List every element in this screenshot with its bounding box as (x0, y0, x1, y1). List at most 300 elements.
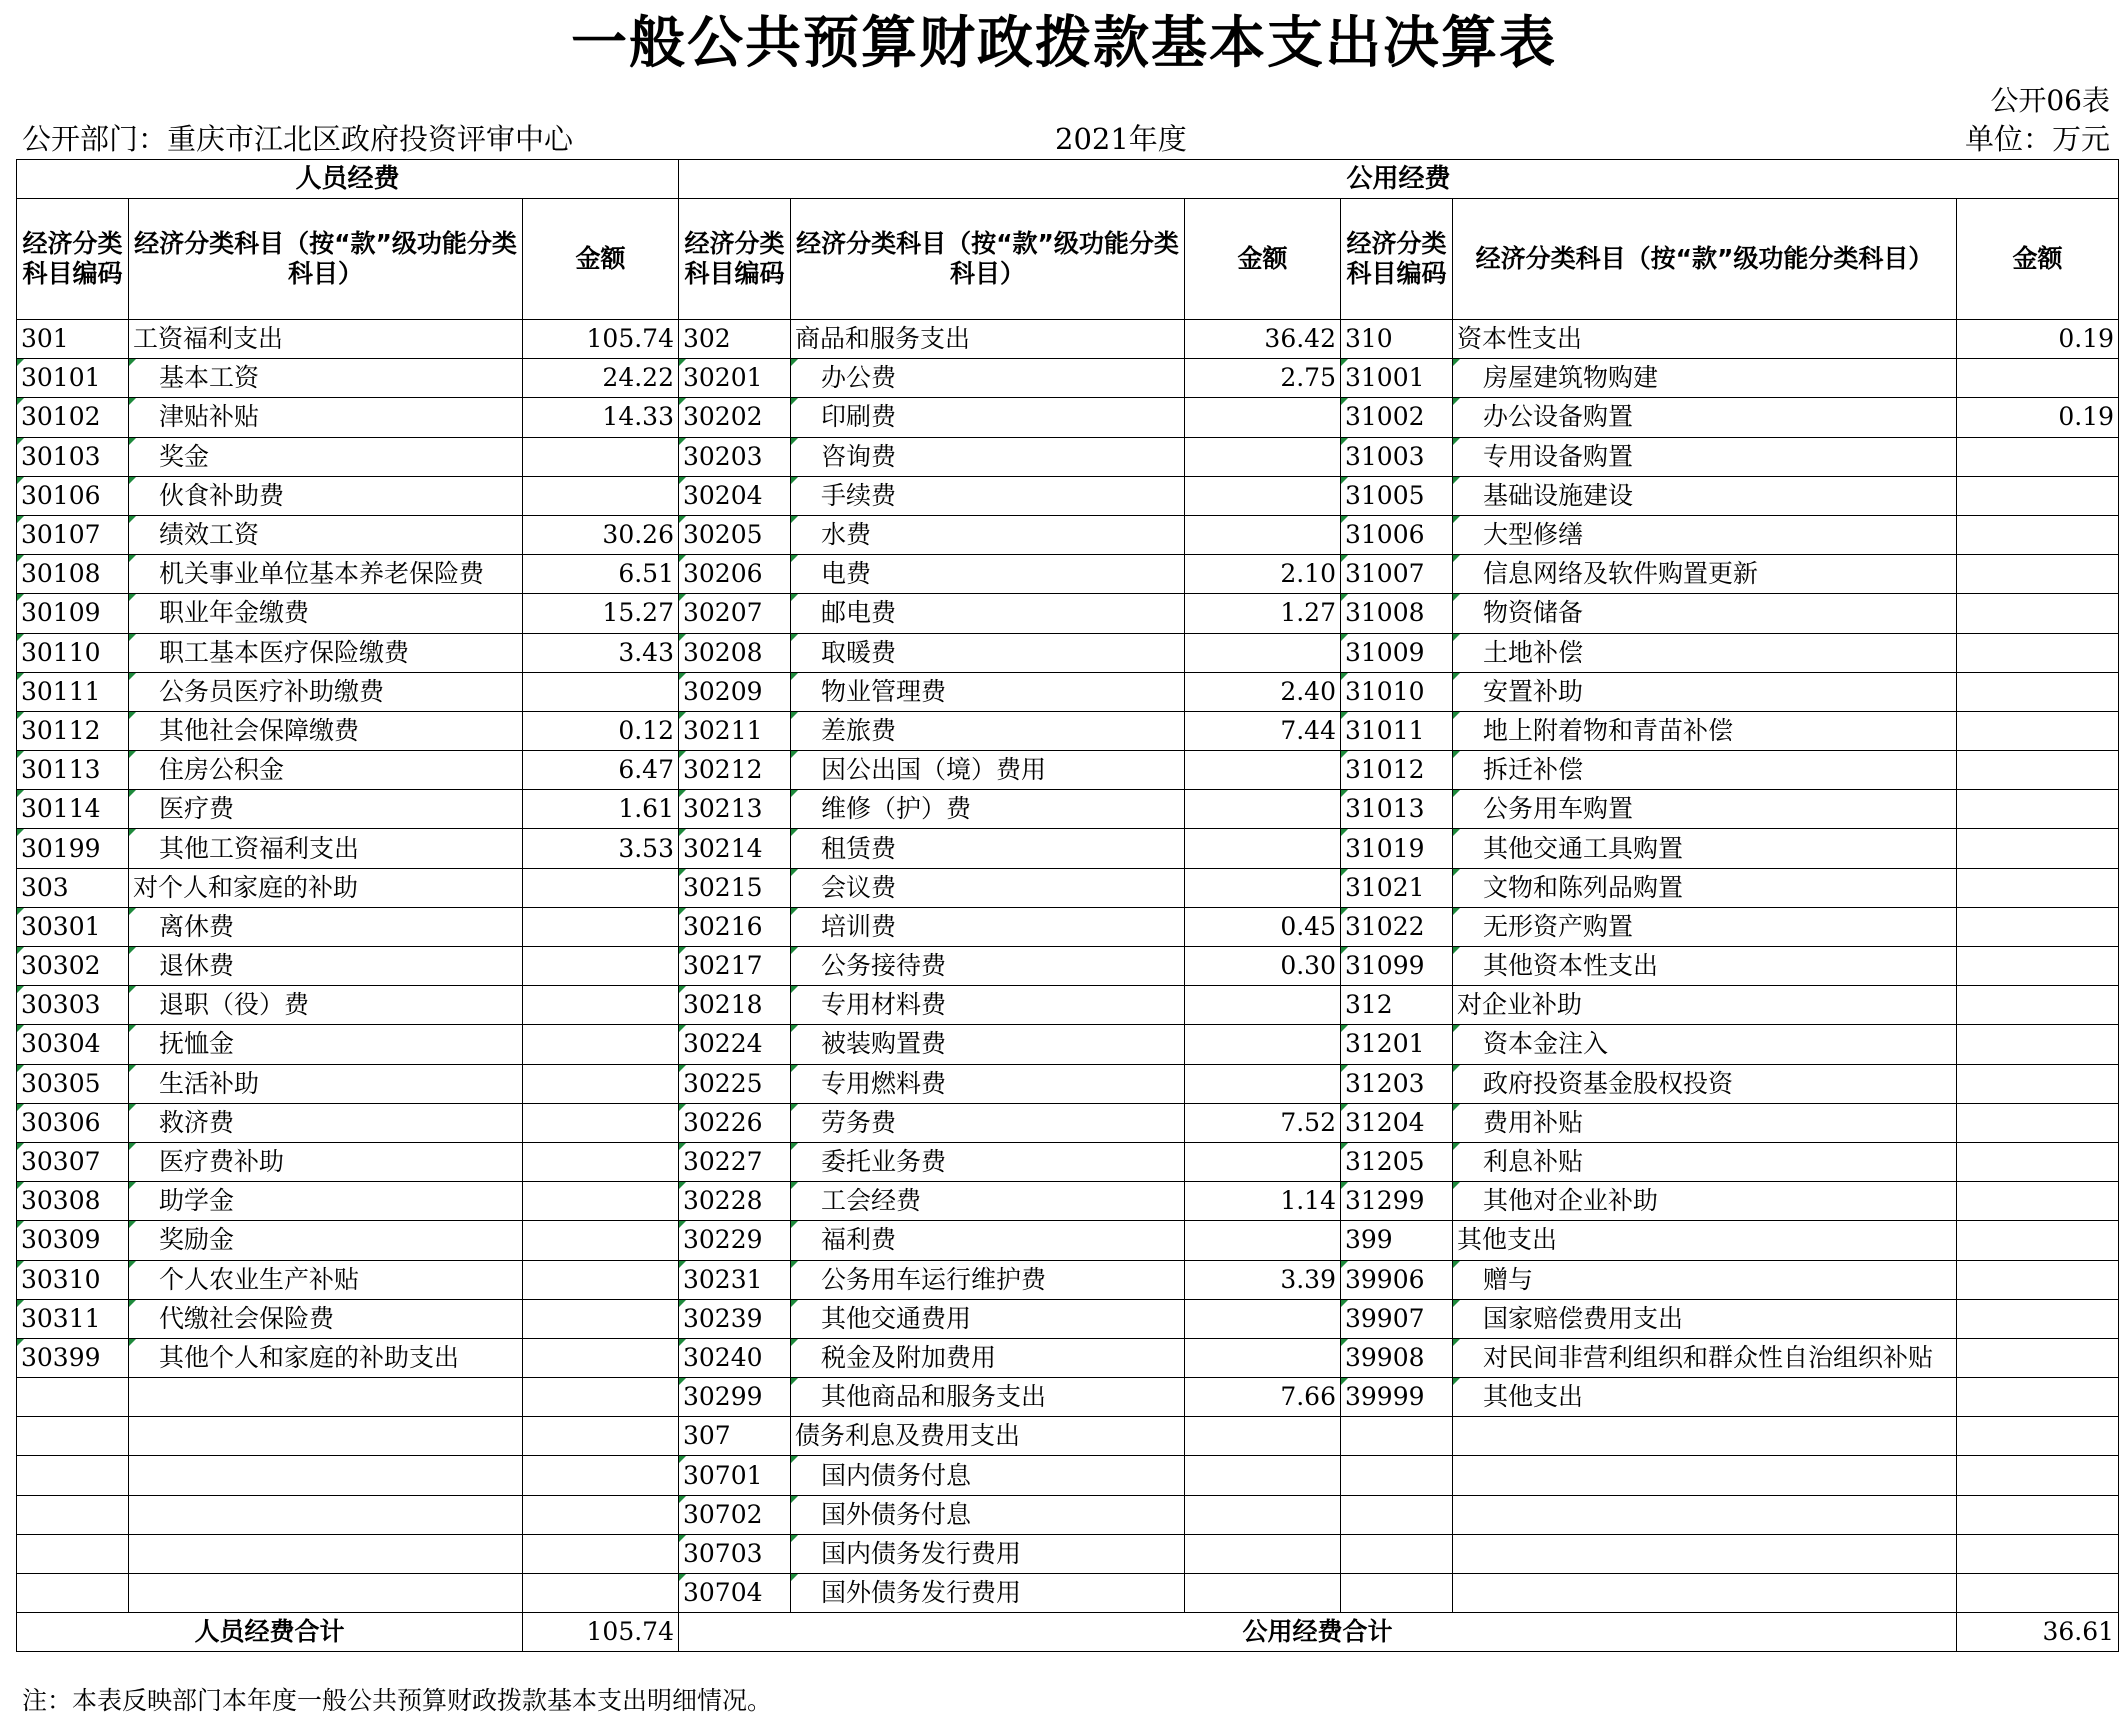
goods-code-cell: 30214 (679, 829, 791, 868)
personnel-code-cell: 30311 (17, 1299, 129, 1338)
goods-code-cell: 30201 (679, 359, 791, 398)
unit-label: 单位：万元 (1964, 122, 2110, 156)
capital-amount-cell (1957, 359, 2119, 398)
personnel-name-cell: 退休费 (129, 947, 523, 986)
goods-amount-cell (1185, 1417, 1341, 1456)
goods-amount-cell (1185, 986, 1341, 1025)
personnel-name-cell: 代缴社会保险费 (129, 1299, 523, 1338)
table-row (17, 829, 2119, 868)
personnel-code-cell: 30114 (17, 790, 129, 829)
capital-code-cell: 31099 (1341, 947, 1453, 986)
public-total-value: 36.61 (1957, 1613, 2119, 1652)
goods-code-cell: 30211 (679, 711, 791, 750)
personnel-name-cell: 其他工资福利支出 (129, 829, 523, 868)
capital-amount-cell (1957, 829, 2119, 868)
capital-amount-cell (1957, 515, 2119, 554)
personnel-name-cell: 机关事业单位基本养老保险费 (129, 555, 523, 594)
goods-code-cell: 30224 (679, 1025, 791, 1064)
capital-amount-cell (1957, 437, 2119, 476)
capital-name-cell (1453, 1456, 1957, 1495)
personnel-code-cell: 30112 (17, 711, 129, 750)
amount-column-header: 金额 (523, 199, 679, 320)
personnel-amount-cell (523, 672, 679, 711)
goods-code-cell: 30213 (679, 790, 791, 829)
goods-code-cell: 30299 (679, 1378, 791, 1417)
personnel-name-cell (129, 1456, 523, 1495)
capital-name-cell: 对企业补助 (1453, 986, 1957, 1025)
capital-amount-cell (1957, 1182, 2119, 1221)
capital-amount-cell (1957, 1574, 2119, 1613)
personnel-name-cell: 公务员医疗补助缴费 (129, 672, 523, 711)
goods-code-cell: 30231 (679, 1260, 791, 1299)
personnel-amount-cell (523, 1378, 679, 1417)
personnel-name-cell: 奖励金 (129, 1221, 523, 1260)
goods-name-cell: 其他交通费用 (791, 1299, 1185, 1338)
personnel-code-cell: 303 (17, 868, 129, 907)
goods-name-cell: 其他商品和服务支出 (791, 1378, 1185, 1417)
capital-amount-cell (1957, 1299, 2119, 1338)
goods-name-cell: 公务接待费 (791, 947, 1185, 986)
personnel-amount-cell (523, 1299, 679, 1338)
capital-amount-cell (1957, 1534, 2119, 1573)
capital-amount-cell (1957, 1064, 2119, 1103)
goods-name-cell: 被装购置费 (791, 1025, 1185, 1064)
table-row (17, 986, 2119, 1025)
goods-amount-cell: 7.44 (1185, 711, 1341, 750)
capital-name-cell: 其他对企业补助 (1453, 1182, 1957, 1221)
goods-name-cell: 维修（护）费 (791, 790, 1185, 829)
personnel-code-cell: 30306 (17, 1103, 129, 1142)
personnel-amount-cell (523, 1064, 679, 1103)
name-column-header: 经济分类科目（按“款”级功能分类科目） (791, 199, 1185, 320)
footnote: 注：本表反映部门本年度一般公共预算财政拨款基本支出明细情况。 (22, 1686, 773, 1715)
table-row (17, 320, 2119, 359)
table-row (17, 555, 2119, 594)
goods-amount-cell (1185, 1456, 1341, 1495)
personnel-code-cell: 30302 (17, 947, 129, 986)
goods-amount-cell (1185, 515, 1341, 554)
goods-code-cell: 30701 (679, 1456, 791, 1495)
public-total-label: 公用经费合计 (679, 1613, 1957, 1652)
goods-name-cell: 福利费 (791, 1221, 1185, 1260)
table-row (17, 947, 2119, 986)
capital-name-cell: 赠与 (1453, 1260, 1957, 1299)
capital-code-cell: 312 (1341, 986, 1453, 1025)
table-row (17, 1417, 2119, 1456)
goods-name-cell: 债务利息及费用支出 (791, 1417, 1185, 1456)
capital-name-cell (1453, 1495, 1957, 1534)
table-body (17, 320, 2119, 1613)
capital-amount-cell (1957, 555, 2119, 594)
personnel-name-cell: 救济费 (129, 1103, 523, 1142)
capital-code-cell: 31201 (1341, 1025, 1453, 1064)
department-label: 公开部门：重庆市江北区政府投资评审中心 (22, 122, 574, 156)
capital-name-cell: 基础设施建设 (1453, 476, 1957, 515)
column-header-row (17, 199, 2119, 320)
personnel-name-cell: 职工基本医疗保险缴费 (129, 633, 523, 672)
goods-name-cell: 委托业务费 (791, 1142, 1185, 1181)
capital-name-cell: 专用设备购置 (1453, 437, 1957, 476)
goods-amount-cell (1185, 1574, 1341, 1613)
table-row (17, 711, 2119, 750)
personnel-code-cell (17, 1574, 129, 1613)
goods-code-cell: 30218 (679, 986, 791, 1025)
capital-name-cell: 其他交通工具购置 (1453, 829, 1957, 868)
expenditure-table (16, 159, 2119, 1652)
goods-code-cell: 30704 (679, 1574, 791, 1613)
personnel-name-cell (129, 1534, 523, 1573)
personnel-code-cell: 30304 (17, 1025, 129, 1064)
goods-name-cell: 专用燃料费 (791, 1064, 1185, 1103)
capital-name-cell: 信息网络及软件购置更新 (1453, 555, 1957, 594)
personnel-code-cell (17, 1534, 129, 1573)
personnel-code-cell: 30108 (17, 555, 129, 594)
capital-code-cell: 31205 (1341, 1142, 1453, 1181)
capital-code-cell (1341, 1495, 1453, 1534)
table-row (17, 751, 2119, 790)
goods-code-cell: 30215 (679, 868, 791, 907)
capital-code-cell: 31006 (1341, 515, 1453, 554)
goods-code-cell: 30208 (679, 633, 791, 672)
capital-amount-cell (1957, 1221, 2119, 1260)
table-row (17, 907, 2119, 946)
capital-name-cell: 其他资本性支出 (1453, 947, 1957, 986)
goods-name-cell: 会议费 (791, 868, 1185, 907)
goods-amount-cell (1185, 1495, 1341, 1534)
amount-column-header: 金额 (1185, 199, 1341, 320)
goods-amount-cell (1185, 751, 1341, 790)
personnel-amount-cell (523, 1260, 679, 1299)
goods-name-cell: 专用材料费 (791, 986, 1185, 1025)
form-number: 公开06表 (1990, 84, 2110, 117)
personnel-amount-cell (523, 437, 679, 476)
table-row (17, 1182, 2119, 1221)
table-row (17, 398, 2119, 437)
goods-code-cell: 30226 (679, 1103, 791, 1142)
personnel-name-cell: 医疗费 (129, 790, 523, 829)
goods-amount-cell: 7.66 (1185, 1378, 1341, 1417)
goods-name-cell: 邮电费 (791, 594, 1185, 633)
capital-code-cell: 31021 (1341, 868, 1453, 907)
capital-amount-cell (1957, 1142, 2119, 1181)
goods-name-cell: 国外债务发行费用 (791, 1574, 1185, 1613)
personnel-name-cell (129, 1495, 523, 1534)
goods-amount-cell: 7.52 (1185, 1103, 1341, 1142)
capital-code-cell: 31299 (1341, 1182, 1453, 1221)
personnel-code-cell: 30113 (17, 751, 129, 790)
code-column-header: 经济分类科目编码 (1341, 199, 1453, 320)
goods-code-cell: 30203 (679, 437, 791, 476)
capital-code-cell: 31008 (1341, 594, 1453, 633)
goods-amount-cell: 1.14 (1185, 1182, 1341, 1221)
capital-code-cell: 31010 (1341, 672, 1453, 711)
capital-amount-cell (1957, 790, 2119, 829)
capital-code-cell: 31007 (1341, 555, 1453, 594)
table-row (17, 437, 2119, 476)
personnel-name-cell: 职业年金缴费 (129, 594, 523, 633)
table-row (17, 476, 2119, 515)
capital-code-cell: 31011 (1341, 711, 1453, 750)
goods-amount-cell (1185, 868, 1341, 907)
capital-amount-cell: 0.19 (1957, 320, 2119, 359)
capital-code-cell: 39906 (1341, 1260, 1453, 1299)
capital-amount-cell (1957, 1025, 2119, 1064)
capital-amount-cell (1957, 594, 2119, 633)
goods-amount-cell: 3.39 (1185, 1260, 1341, 1299)
personnel-amount-cell: 0.12 (523, 711, 679, 750)
goods-code-cell: 30216 (679, 907, 791, 946)
table-row (17, 1260, 2119, 1299)
capital-name-cell (1453, 1534, 1957, 1573)
personnel-code-cell: 30109 (17, 594, 129, 633)
goods-name-cell: 水费 (791, 515, 1185, 554)
goods-code-cell: 30217 (679, 947, 791, 986)
capital-code-cell: 31002 (1341, 398, 1453, 437)
capital-amount-cell (1957, 947, 2119, 986)
personnel-amount-cell (523, 1417, 679, 1456)
capital-name-cell: 拆迁补偿 (1453, 751, 1957, 790)
code-column-header: 经济分类科目编码 (679, 199, 791, 320)
goods-name-cell: 国外债务付息 (791, 1495, 1185, 1534)
goods-code-cell: 30202 (679, 398, 791, 437)
capital-name-cell: 办公设备购置 (1453, 398, 1957, 437)
personnel-code-cell: 30308 (17, 1182, 129, 1221)
personnel-amount-cell (523, 1574, 679, 1613)
capital-code-cell: 31001 (1341, 359, 1453, 398)
goods-name-cell: 手续费 (791, 476, 1185, 515)
personnel-amount-cell (523, 986, 679, 1025)
goods-code-cell: 30209 (679, 672, 791, 711)
table-row (17, 1025, 2119, 1064)
goods-name-cell: 国内债务付息 (791, 1456, 1185, 1495)
goods-code-cell: 30703 (679, 1534, 791, 1573)
section-header-row (17, 160, 2119, 199)
personnel-name-cell: 医疗费补助 (129, 1142, 523, 1181)
capital-code-cell (1341, 1456, 1453, 1495)
capital-amount-cell: 0.19 (1957, 398, 2119, 437)
personnel-section-header: 人员经费 (17, 160, 679, 199)
personnel-name-cell: 退职（役）费 (129, 986, 523, 1025)
capital-name-cell: 其他支出 (1453, 1221, 1957, 1260)
capital-code-cell: 31012 (1341, 751, 1453, 790)
capital-name-cell: 土地补偿 (1453, 633, 1957, 672)
goods-amount-cell (1185, 1064, 1341, 1103)
capital-amount-cell (1957, 986, 2119, 1025)
year-label: 2021年度 (1055, 122, 1187, 156)
personnel-name-cell: 津贴补贴 (129, 398, 523, 437)
table-row (17, 594, 2119, 633)
personnel-amount-cell (523, 1221, 679, 1260)
capital-name-cell: 无形资产购置 (1453, 907, 1957, 946)
capital-name-cell: 费用补贴 (1453, 1103, 1957, 1142)
table-row (17, 1221, 2119, 1260)
capital-code-cell (1341, 1417, 1453, 1456)
capital-name-cell: 利息补贴 (1453, 1142, 1957, 1181)
goods-code-cell: 302 (679, 320, 791, 359)
personnel-code-cell: 30303 (17, 986, 129, 1025)
capital-amount-cell (1957, 868, 2119, 907)
personnel-name-cell: 基本工资 (129, 359, 523, 398)
personnel-name-cell: 抚恤金 (129, 1025, 523, 1064)
totals-row (17, 1613, 2119, 1652)
personnel-name-cell: 助学金 (129, 1182, 523, 1221)
personnel-code-cell (17, 1495, 129, 1534)
table-row (17, 1534, 2119, 1573)
capital-code-cell: 31204 (1341, 1103, 1453, 1142)
capital-code-cell: 31003 (1341, 437, 1453, 476)
capital-amount-cell (1957, 633, 2119, 672)
goods-name-cell: 税金及附加费用 (791, 1338, 1185, 1377)
goods-amount-cell (1185, 1142, 1341, 1181)
goods-code-cell: 30206 (679, 555, 791, 594)
personnel-code-cell: 30310 (17, 1260, 129, 1299)
goods-name-cell: 取暖费 (791, 633, 1185, 672)
personnel-name-cell: 住房公积金 (129, 751, 523, 790)
name-column-header: 经济分类科目（按“款”级功能分类科目） (1453, 199, 1957, 320)
table-row (17, 1378, 2119, 1417)
name-column-header: 经济分类科目（按“款”级功能分类科目） (129, 199, 523, 320)
capital-code-cell: 31005 (1341, 476, 1453, 515)
table-row (17, 1064, 2119, 1103)
personnel-code-cell: 30307 (17, 1142, 129, 1181)
capital-amount-cell (1957, 907, 2119, 946)
capital-code-cell: 310 (1341, 320, 1453, 359)
goods-name-cell: 公务用车运行维护费 (791, 1260, 1185, 1299)
table-row (17, 1456, 2119, 1495)
page-title: 一般公共预算财政拨款基本支出决算表 (571, 11, 1557, 76)
goods-amount-cell: 1.27 (1185, 594, 1341, 633)
table-row (17, 672, 2119, 711)
amount-column-header: 金额 (1957, 199, 2119, 320)
goods-amount-cell (1185, 398, 1341, 437)
goods-code-cell: 30207 (679, 594, 791, 633)
personnel-amount-cell: 3.53 (523, 829, 679, 868)
goods-amount-cell: 2.75 (1185, 359, 1341, 398)
goods-code-cell: 30204 (679, 476, 791, 515)
goods-amount-cell (1185, 1299, 1341, 1338)
personnel-code-cell (17, 1417, 129, 1456)
capital-name-cell (1453, 1417, 1957, 1456)
personnel-total-value: 105.74 (523, 1613, 679, 1652)
goods-code-cell: 30702 (679, 1495, 791, 1534)
personnel-name-cell (129, 1574, 523, 1613)
personnel-amount-cell (523, 1142, 679, 1181)
capital-name-cell: 政府投资基金股权投资 (1453, 1064, 1957, 1103)
capital-name-cell: 其他支出 (1453, 1378, 1957, 1417)
capital-amount-cell (1957, 672, 2119, 711)
personnel-amount-cell (523, 476, 679, 515)
personnel-amount-cell: 1.61 (523, 790, 679, 829)
personnel-amount-cell: 24.22 (523, 359, 679, 398)
capital-code-cell (1341, 1534, 1453, 1573)
goods-name-cell: 商品和服务支出 (791, 320, 1185, 359)
code-column-header: 经济分类科目编码 (17, 199, 129, 320)
personnel-name-cell (129, 1378, 523, 1417)
goods-amount-cell (1185, 437, 1341, 476)
goods-amount-cell (1185, 633, 1341, 672)
table-row (17, 868, 2119, 907)
capital-amount-cell (1957, 1260, 2119, 1299)
capital-amount-cell (1957, 1378, 2119, 1417)
personnel-amount-cell: 6.47 (523, 751, 679, 790)
goods-code-cell: 30240 (679, 1338, 791, 1377)
personnel-amount-cell (523, 868, 679, 907)
capital-name-cell: 安置补助 (1453, 672, 1957, 711)
goods-amount-cell: 2.10 (1185, 555, 1341, 594)
goods-code-cell: 30225 (679, 1064, 791, 1103)
goods-amount-cell: 0.45 (1185, 907, 1341, 946)
personnel-name-cell: 其他社会保障缴费 (129, 711, 523, 750)
goods-amount-cell: 36.42 (1185, 320, 1341, 359)
table-row (17, 1299, 2119, 1338)
goods-amount-cell: 0.30 (1185, 947, 1341, 986)
personnel-code-cell (17, 1456, 129, 1495)
goods-code-cell: 30212 (679, 751, 791, 790)
goods-amount-cell (1185, 476, 1341, 515)
capital-name-cell (1453, 1574, 1957, 1613)
capital-name-cell: 地上附着物和青苗补偿 (1453, 711, 1957, 750)
personnel-code-cell (17, 1378, 129, 1417)
capital-name-cell: 文物和陈列品购置 (1453, 868, 1957, 907)
goods-amount-cell (1185, 790, 1341, 829)
personnel-code-cell: 30199 (17, 829, 129, 868)
capital-code-cell: 39999 (1341, 1378, 1453, 1417)
personnel-name-cell: 生活补助 (129, 1064, 523, 1103)
personnel-amount-cell: 3.43 (523, 633, 679, 672)
personnel-amount-cell (523, 1495, 679, 1534)
personnel-name-cell: 离休费 (129, 907, 523, 946)
capital-name-cell: 国家赔偿费用支出 (1453, 1299, 1957, 1338)
personnel-code-cell: 30106 (17, 476, 129, 515)
capital-name-cell: 资本性支出 (1453, 320, 1957, 359)
capital-code-cell: 31203 (1341, 1064, 1453, 1103)
table-row (17, 1103, 2119, 1142)
table-row (17, 1574, 2119, 1613)
personnel-amount-cell (523, 1456, 679, 1495)
capital-name-cell: 资本金注入 (1453, 1025, 1957, 1064)
capital-amount-cell (1957, 1495, 2119, 1534)
goods-name-cell: 咨询费 (791, 437, 1185, 476)
goods-amount-cell (1185, 1338, 1341, 1377)
personnel-code-cell: 30305 (17, 1064, 129, 1103)
goods-code-cell: 30227 (679, 1142, 791, 1181)
capital-amount-cell (1957, 1338, 2119, 1377)
capital-code-cell (1341, 1574, 1453, 1613)
goods-name-cell: 差旅费 (791, 711, 1185, 750)
goods-name-cell: 电费 (791, 555, 1185, 594)
personnel-name-cell: 工资福利支出 (129, 320, 523, 359)
goods-name-cell: 国内债务发行费用 (791, 1534, 1185, 1573)
goods-amount-cell (1185, 1534, 1341, 1573)
capital-name-cell: 房屋建筑物购建 (1453, 359, 1957, 398)
capital-amount-cell (1957, 1456, 2119, 1495)
goods-name-cell: 租赁费 (791, 829, 1185, 868)
capital-code-cell: 39908 (1341, 1338, 1453, 1377)
goods-name-cell: 培训费 (791, 907, 1185, 946)
personnel-code-cell: 30301 (17, 907, 129, 946)
personnel-name-cell: 其他个人和家庭的补助支出 (129, 1338, 523, 1377)
goods-name-cell: 办公费 (791, 359, 1185, 398)
table-row (17, 633, 2119, 672)
capital-amount-cell (1957, 711, 2119, 750)
goods-name-cell: 因公出国（境）费用 (791, 751, 1185, 790)
table-row (17, 1142, 2119, 1181)
personnel-code-cell: 30110 (17, 633, 129, 672)
table-row (17, 790, 2119, 829)
personnel-name-cell: 奖金 (129, 437, 523, 476)
personnel-code-cell: 30111 (17, 672, 129, 711)
capital-amount-cell (1957, 751, 2119, 790)
